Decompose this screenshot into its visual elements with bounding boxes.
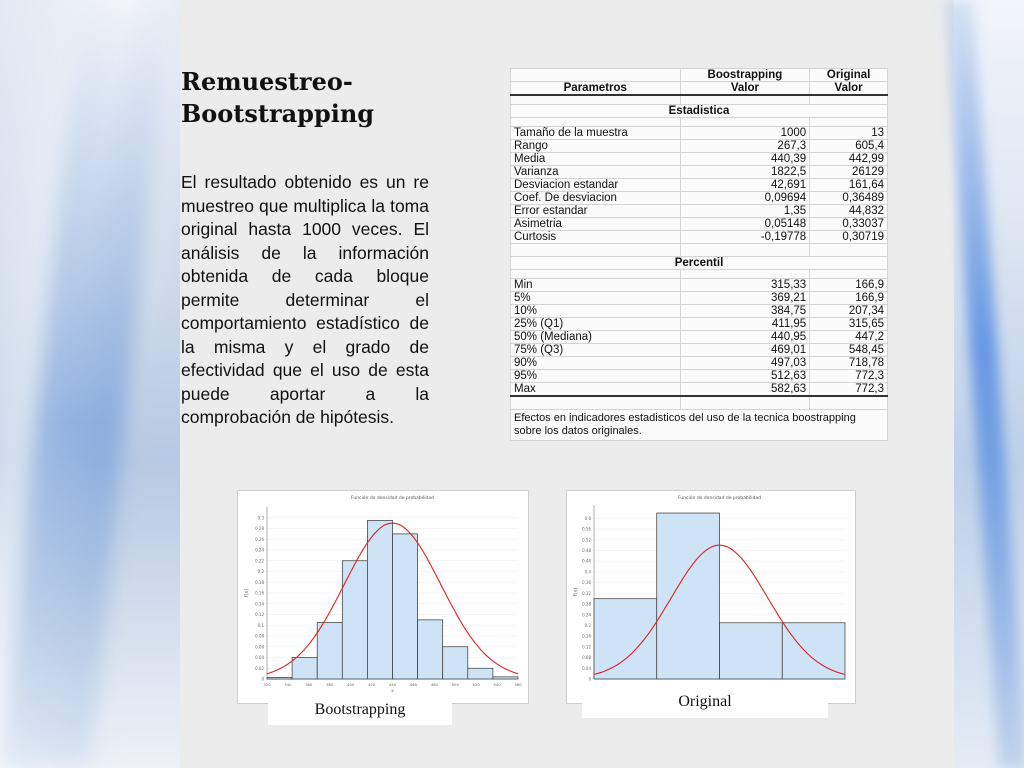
statistics-table [510,68,888,441]
slide-title-line2: Bootstrapping [181,99,375,128]
table-spacer-row [511,95,888,105]
y-tick-label: 0.08 [582,655,591,661]
table-cell-value: 411,95 [680,318,810,331]
table-cell-value: 26129 [810,166,888,179]
table-row [511,192,888,205]
y-tick-label: 0.3 [257,515,264,521]
table-cell-value: 718,78 [810,357,888,370]
table-cell-value: 582,63 [680,383,810,397]
table-row [511,305,888,318]
table-cell-value: 772,3 [810,370,888,383]
histogram-bar [292,658,317,680]
table-header-row [511,69,888,82]
table-cell-label: 50% (Mediana) [511,331,681,344]
x-tick-label: 440 [388,682,397,687]
table-cell-label: Max [511,383,681,397]
table-cell-label: Desviacion estandar [511,179,681,192]
y-tick-label: 0.32 [582,590,591,596]
table-row [511,383,888,397]
y-tick-label: 0.06 [255,644,264,650]
table-cell-label: 75% (Q3) [511,344,681,357]
slide-title [181,66,421,130]
y-tick-label: 0.2 [584,622,591,628]
y-tick-label: 0.28 [255,526,264,531]
histogram-bar [493,677,518,679]
y-tick-label: 0.24 [255,547,264,553]
table-cell-value: 384,75 [680,305,810,318]
table-row [511,231,888,244]
table-header-cell: Valor [810,82,888,96]
table-cell-value: 161,64 [810,179,888,192]
table-cell-value: 13 [810,127,888,140]
table-cell-value: 1000 [680,127,810,140]
table-cell-label: Coef. De desviacion [511,192,681,205]
histogram-bar [468,668,493,679]
y-tick-label: 0.08 [255,633,264,639]
table-cell-label: Curtosis [511,231,681,244]
table-header-row [511,82,888,96]
chart-title: Función de densidad de probabilidad [678,496,761,501]
table-cell-value: 267,3 [680,140,810,153]
table-spacer-row [511,396,888,410]
table-cell-value: 548,45 [810,344,888,357]
y-tick-label: 0.56 [582,526,591,532]
table-row [511,357,888,370]
table-cell-label: Error estandar [511,205,681,218]
y-tick-label: 0.12 [582,644,591,650]
table-cell-value: 0,09694 [680,192,810,205]
table-cell-value: 469,01 [680,344,810,357]
table-section-row [511,105,888,118]
table-cell-label: Rango [511,140,681,153]
table-row [511,166,888,179]
table-cell-value: 166,9 [810,292,888,305]
table-cell-value: 447,2 [810,331,888,344]
y-tick-label: 0.04 [582,665,591,671]
x-tick-label: 380 [326,682,334,687]
original-histogram [567,491,855,703]
table-cell-value: 0,33037 [810,218,888,231]
table-row [511,179,888,192]
table-cell-value: -0,19778 [680,231,810,244]
original-chart-label: Original [582,688,828,718]
table-cell-value: 0,36489 [810,192,888,205]
histogram-bar [720,623,783,679]
table-cell-value: 497,03 [680,357,810,370]
bootstrapping-chart-card [237,490,529,704]
table-cell-value: 1822,5 [680,166,810,179]
table-footnote: Efectos en indicadores estadisticos del uso de la tecnica boostrapping sobre los datos originales. [511,410,888,441]
y-tick-label: 0 [588,676,591,682]
x-tick-label: 560 [514,682,522,687]
table-cell-value: 442,99 [810,153,888,166]
table-header-cell [511,69,681,82]
histogram-bar [393,534,418,679]
y-tick-label: 0.4 [584,569,591,575]
table-cell-label: 95% [511,370,681,383]
table-row [511,127,888,140]
table-cell-value: 440,95 [680,331,810,344]
table-cell-value: 315,33 [680,279,810,292]
decorative-right-background [954,0,1024,768]
y-tick-label: 0.14 [255,601,264,607]
histogram-bar [367,520,392,679]
y-tick-label: 0.16 [582,633,591,639]
y-axis-label: f(x) [244,588,250,598]
y-tick-label: 0.6 [584,515,591,521]
table-cell-label: 25% (Q1) [511,318,681,331]
table-cell-label: Varianza [511,166,681,179]
table-cell-label: Min [511,279,681,292]
table-spacer-row [511,118,888,127]
table-cell-value: 166,9 [810,279,888,292]
table-spacer-row [511,244,888,257]
table-cell-label: 10% [511,305,681,318]
y-tick-label: 0.22 [255,558,264,564]
table-row [511,292,888,305]
y-tick-label: 0.16 [255,590,264,596]
decorative-left-background [0,0,180,768]
bootstrapping-histogram [238,491,528,703]
chart-title: Función de densidad de probabilidad [351,496,434,501]
y-axis-label: f(x) [573,587,579,597]
table-row [511,370,888,383]
histogram-bar [594,599,657,679]
x-tick-label: 360 [305,682,313,687]
table-spacer-row [511,270,888,279]
table-cell-value: 1,35 [680,205,810,218]
slide-body-text: El resultado obtenido es un re muestreo que multiplica la toma original hasta 1000 veces. El análisis de la información obtenida de cada bloque permite determinar el comportamiento estadístico de la misma y el grado de efectividad que el uso de esta puede aportar a la comprobación de hipótesis. [181,172,429,427]
x-tick-label: 480 [430,682,438,687]
table-row [511,205,888,218]
y-tick-label: 0.36 [582,580,591,586]
table-row [511,279,888,292]
y-tick-label: 0.24 [582,612,591,618]
x-tick-label: 320 [263,682,271,687]
table-row [511,140,888,153]
histogram-bar [443,647,468,679]
y-tick-label: 0.1 [257,622,264,628]
slide-title-line1: Remuestreo- [181,67,353,96]
y-tick-label: 0.04 [255,655,264,660]
table-cell-value: 512,63 [680,370,810,383]
table-cell-value: 605,4 [810,140,888,153]
table-cell-value: 0,05148 [680,218,810,231]
table-header-cell: Parametros [511,82,681,96]
table-section-row [511,257,888,270]
x-axis-label: x [391,689,394,694]
table-row [511,153,888,166]
table-cell-value: 207,34 [810,305,888,318]
table-header-cell: Original [810,69,888,82]
y-tick-label: 0.52 [582,537,591,543]
original-chart-card [566,490,856,704]
y-tick-label: 0.2 [257,569,264,574]
y-tick-label: 0.48 [582,548,591,554]
y-tick-label: 0 [261,676,264,682]
table-cell-label: Asimetria [511,218,681,231]
histogram-bar [418,620,443,679]
histogram-bar [317,623,342,679]
y-tick-label: 0.28 [582,601,591,607]
table-cell-label: 5% [511,292,681,305]
x-tick-label: 500 [451,682,459,687]
table-cell-label: 90% [511,357,681,370]
x-tick-label: 420 [367,682,376,687]
x-tick-label: 540 [493,682,501,687]
section-heading-estadistica: Estadistica [511,105,888,118]
table-row [511,318,888,331]
y-tick-label: 0.18 [255,579,264,585]
histogram-bar [267,677,292,679]
table-cell-value: 772,3 [810,383,888,397]
x-tick-label: 340 [284,682,292,687]
table-footnote-row [511,410,888,441]
histogram-bar [342,561,367,679]
table-cell-value: 0,30719 [810,231,888,244]
y-tick-label: 0.44 [582,558,591,564]
table-cell-value: 315,65 [810,318,888,331]
y-tick-label: 0.26 [255,536,264,542]
table-cell-value: 44,832 [810,205,888,218]
table-cell-value: 440,39 [680,153,810,166]
statistics-table-body [511,69,888,441]
table-header-cell: Valor [680,82,810,96]
histogram-bar [657,513,720,679]
table-row [511,218,888,231]
table-cell-value: 369,21 [680,292,810,305]
y-tick-label: 0.12 [255,612,264,617]
section-heading-percentil: Percentil [511,257,888,270]
x-tick-label: 520 [472,682,480,687]
table-row [511,344,888,357]
table-row [511,331,888,344]
x-tick-label: 400 [347,682,355,687]
table-cell-label: Media [511,153,681,166]
table-cell-value: 42,691 [680,179,810,192]
table-cell-label: Tamaño de la muestra [511,127,681,140]
y-tick-label: 0.02 [255,665,264,671]
histogram-bar [782,623,845,679]
x-tick-label: 460 [409,682,418,687]
bootstrapping-chart-label: Bootstrapping [268,697,452,725]
table-header-cell: Boostrapping [680,69,810,82]
